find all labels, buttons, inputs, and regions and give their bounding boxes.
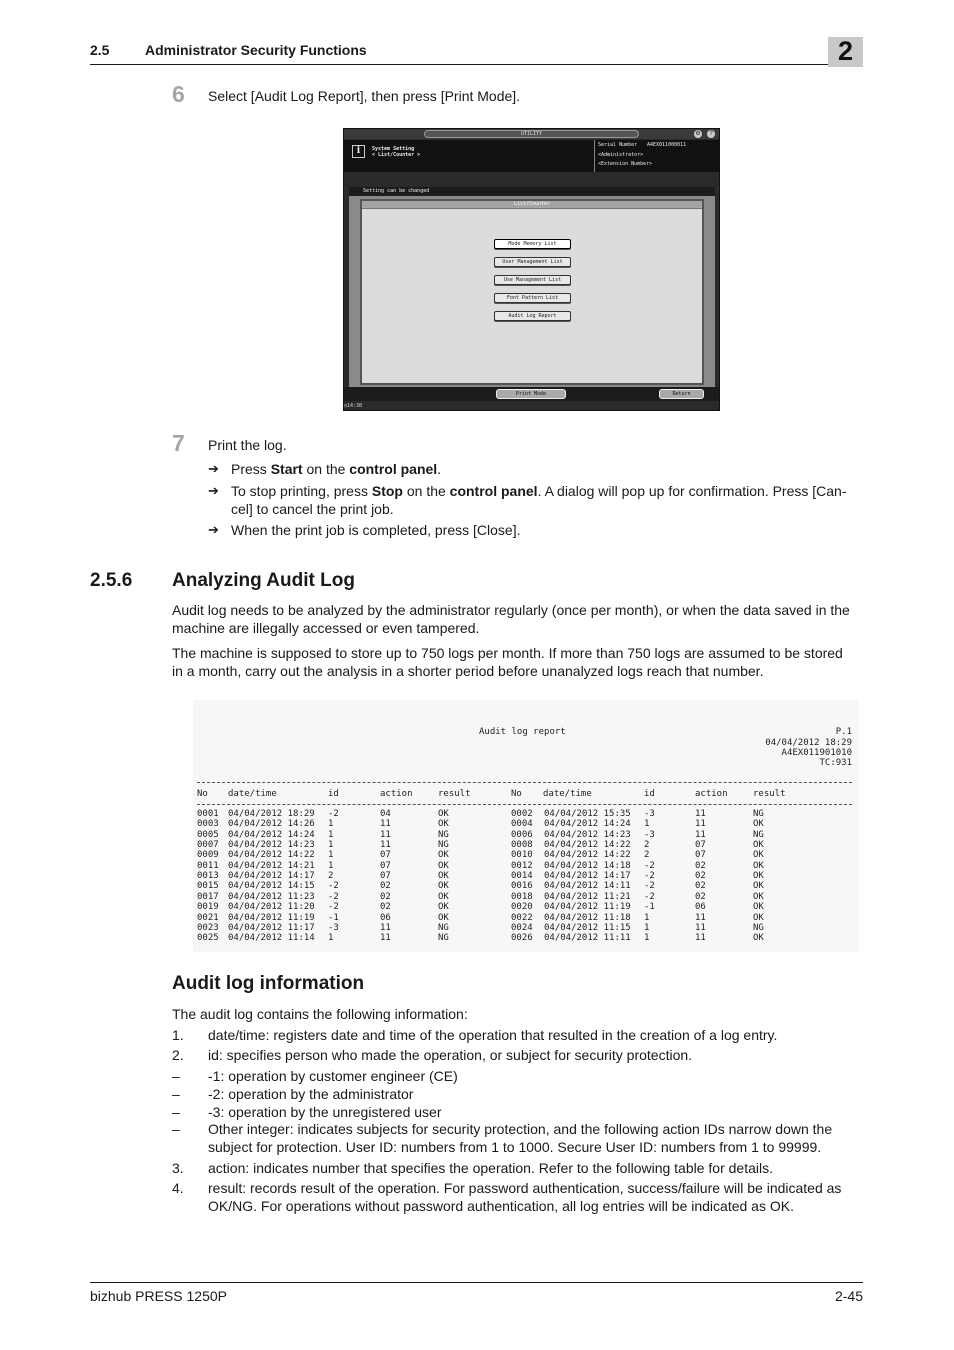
screen-title-line1: System Setting — [372, 146, 415, 152]
row-result: OK — [438, 902, 449, 913]
row-id: 1 — [328, 860, 334, 871]
report-page: P.1 — [835, 727, 852, 737]
row-result: OK — [753, 933, 764, 944]
row-result: OK — [438, 850, 449, 861]
audit-log-report-button[interactable]: Audit Log Report — [494, 311, 571, 321]
row-no: 0006 — [511, 829, 533, 840]
arrow-icon: ➔ — [208, 483, 219, 498]
row-result: NG — [438, 829, 449, 840]
item-4-number: 4. — [172, 1180, 184, 1196]
row-id: 2 — [644, 840, 650, 851]
row-result: OK — [753, 912, 764, 923]
screen-bottom-bar — [344, 387, 719, 401]
row-action: 11 — [695, 922, 706, 933]
row-datetime: 04/04/2012 14:21 — [228, 860, 315, 871]
section-p2-line1: The machine is supposed to store up to 750 logs per month. If more than 750 logs are assumed to be stored — [172, 645, 843, 661]
section-p1-line1: Audit log needs to be analyzed by the administrator regularly (once per month), or when the data saved in the — [172, 602, 850, 618]
row-no: 0026 — [511, 933, 533, 944]
row-action: 11 — [380, 840, 391, 851]
item-1-number: 1. — [172, 1027, 184, 1043]
step-6-text: Select [Audit Log Report], then press [Print Mode]. — [208, 88, 521, 104]
item-4-line2: OK/NG. For operations without password authentication, all log entries will be indicated as OK. — [208, 1198, 794, 1214]
row-action: 02 — [695, 860, 706, 871]
col-action-2: action — [695, 789, 728, 799]
row-id: -2 — [644, 860, 655, 871]
row-datetime: 04/04/2012 14:22 — [544, 840, 631, 851]
user-management-list-button[interactable]: User Management List — [494, 257, 571, 267]
row-result: OK — [753, 902, 764, 913]
row-result: OK — [438, 912, 449, 923]
row-datetime: 04/04/2012 14:17 — [544, 871, 631, 882]
row-id: 1 — [328, 829, 334, 840]
row-id: -2 — [328, 881, 339, 892]
row-result: OK — [753, 860, 764, 871]
id-minus-2: -2: operation by the administrator — [208, 1086, 414, 1102]
report-date: 04/04/2012 18:29 — [765, 738, 852, 748]
screen-clock — [344, 403, 362, 409]
report-rule-mid — [197, 804, 852, 805]
row-id: 1 — [328, 840, 334, 851]
message-text: Setting can be changed — [363, 188, 430, 194]
row-action: 02 — [695, 871, 706, 882]
row-id: 1 — [328, 933, 334, 944]
utility-screen — [343, 128, 720, 411]
panel-title: List/Counter — [362, 201, 702, 209]
list-counter-panel — [360, 199, 704, 385]
item-4-line1: result: records result of the operation. For password authentication, success/failure will be indicated as — [208, 1180, 842, 1196]
row-datetime: 04/04/2012 11:17 — [228, 922, 315, 933]
row-datetime: 04/04/2012 14:24 — [544, 819, 631, 830]
row-id: 2 — [328, 871, 334, 882]
report-serial: A4EX011901010 — [781, 748, 852, 758]
row-result: OK — [438, 891, 449, 902]
row-result: NG — [438, 840, 449, 851]
footer-page-number: 2-45 — [834, 1288, 863, 1304]
section-title: Analyzing Audit Log — [172, 570, 355, 591]
section-number: 2.5.6 — [90, 570, 133, 591]
row-id: 1 — [328, 819, 334, 830]
row-datetime: 04/04/2012 14:22 — [544, 850, 631, 861]
item-2-number: 2. — [172, 1047, 184, 1063]
row-no: 0020 — [511, 902, 533, 913]
row-datetime: 04/04/2012 11:21 — [544, 891, 631, 902]
col-datetime: date/time — [228, 789, 277, 799]
row-action: 02 — [380, 891, 391, 902]
report-title: Audit log report — [479, 727, 566, 737]
row-no: 0021 — [197, 912, 219, 923]
row-result: OK — [753, 891, 764, 902]
row-id: -3 — [328, 922, 339, 933]
row-action: 02 — [380, 902, 391, 913]
row-action: 11 — [380, 829, 391, 840]
row-datetime: 04/04/2012 14:18 — [544, 860, 631, 871]
step-7-bullet-3: When the print job is completed, press [Close]. — [231, 522, 521, 538]
row-result: OK — [438, 860, 449, 871]
header-section-number: 2.5 — [90, 42, 110, 58]
font-pattern-list-button[interactable]: Font Pattern List — [494, 293, 571, 303]
dash-bullet: – — [172, 1086, 180, 1102]
row-no: 0016 — [511, 881, 533, 892]
col-result: result — [438, 789, 471, 799]
footer-rule — [90, 1282, 863, 1283]
print-mode-button[interactable]: Print Mode — [496, 389, 566, 399]
col-id-2: id — [644, 789, 655, 799]
clock-time: 14:30 — [347, 403, 363, 409]
item-2-text: id: specifies person who made the operation, or subject for security protection. — [208, 1047, 693, 1063]
row-action: 07 — [380, 871, 391, 882]
row-no: 0018 — [511, 891, 533, 902]
row-id: 1 — [644, 819, 650, 830]
mode-memory-list-button[interactable]: Mode Memory List — [494, 239, 571, 249]
bullet-2-post: . A dialog will pop up for confirmation. Press [Can- — [537, 483, 847, 499]
row-no: 0022 — [511, 912, 533, 923]
row-id: 1 — [644, 912, 650, 923]
item-3-number: 3. — [172, 1160, 184, 1176]
row-no: 0008 — [511, 840, 533, 851]
row-result: OK — [753, 850, 764, 861]
row-result: NG — [753, 829, 764, 840]
row-action: 11 — [380, 922, 391, 933]
item-3-text: action: indicates number that specifies the operation. Refer to the following table for details. — [208, 1160, 773, 1176]
row-datetime: 04/04/2012 11:15 — [544, 922, 631, 933]
screen-title-line2: < List/Counter > — [372, 152, 421, 158]
screen-header — [344, 140, 719, 172]
row-datetime: 04/04/2012 14:11 — [544, 881, 631, 892]
row-result: OK — [438, 819, 449, 830]
row-id: -1 — [644, 902, 655, 913]
row-no: 0019 — [197, 902, 219, 913]
dash-bullet: – — [172, 1068, 180, 1084]
arrow-icon: ➔ — [208, 522, 219, 537]
row-id: -2 — [644, 881, 655, 892]
dash-bullet: – — [172, 1104, 180, 1120]
col-id: id — [328, 789, 339, 799]
info-intro: The audit log contains the following information: — [172, 1006, 468, 1022]
row-id: -2 — [644, 871, 655, 882]
row-no: 0010 — [511, 850, 533, 861]
row-no: 0009 — [197, 850, 219, 861]
section-p1-line2: machine are illegally accessed or even tampered. — [172, 620, 480, 636]
row-no: 0011 — [197, 860, 219, 871]
col-no-2: No — [511, 789, 522, 799]
row-action: 07 — [695, 850, 706, 861]
row-action: 02 — [695, 881, 706, 892]
row-action: 11 — [380, 819, 391, 830]
row-action: 11 — [380, 933, 391, 944]
report-tc: TC:931 — [819, 758, 852, 768]
report-rule-top — [197, 782, 852, 783]
step-7-text: Print the log. — [208, 437, 287, 453]
id-minus-3: -3: operation by the unregistered user — [208, 1104, 442, 1120]
row-datetime: 04/04/2012 14:24 — [228, 829, 315, 840]
row-no: 0023 — [197, 922, 219, 933]
header-section-title: Administrator Security Functions — [145, 42, 367, 58]
utility-tab[interactable]: UTILITY — [424, 130, 639, 138]
return-button[interactable]: Return — [659, 389, 704, 399]
row-no: 0025 — [197, 933, 219, 944]
bullet-1-pre: Press — [231, 461, 271, 477]
help-icon[interactable]: ? — [707, 130, 715, 138]
serial-label: Serial Number — [598, 142, 638, 148]
row-id: 1 — [328, 850, 334, 861]
row-action: 04 — [380, 809, 391, 819]
header-rule — [90, 64, 863, 65]
row-result: OK — [438, 809, 449, 819]
id-other-line1: Other integer: indicates subjects for security protection, and the following action IDs narrow down the — [208, 1121, 833, 1137]
row-action: 02 — [380, 881, 391, 892]
col-action: action — [380, 789, 413, 799]
row-no: 0001 — [197, 809, 219, 819]
row-id: -3 — [644, 809, 655, 819]
col-result-2: result — [753, 789, 786, 799]
bullet-1-mid: on the — [302, 461, 350, 477]
row-no: 0007 — [197, 840, 219, 851]
row-result: OK — [753, 819, 764, 830]
info-icon: i — [352, 145, 365, 158]
row-id: -2 — [328, 902, 339, 913]
header-divider — [594, 140, 595, 172]
row-no: 0005 — [197, 829, 219, 840]
admin-label: <Administrator> — [598, 152, 644, 158]
row-no: 0003 — [197, 819, 219, 830]
row-datetime: 04/04/2012 15:35 — [544, 809, 631, 819]
row-datetime: 04/04/2012 14:26 — [228, 819, 315, 830]
row-action: 11 — [695, 912, 706, 923]
row-datetime: 04/04/2012 14:15 — [228, 881, 315, 892]
row-action: 11 — [695, 809, 706, 819]
row-action: 07 — [695, 840, 706, 851]
item-1-text: date/time: registers date and time of the operation that resulted in the creation of a log entry. — [208, 1027, 778, 1043]
row-datetime: 04/04/2012 14:23 — [228, 840, 315, 851]
row-id: 1 — [644, 922, 650, 933]
row-no: 0017 — [197, 891, 219, 902]
row-id: 2 — [644, 850, 650, 861]
step-number-6: 6 — [172, 81, 185, 107]
info-title: Audit log information — [172, 973, 365, 994]
row-no: 0012 — [511, 860, 533, 871]
row-no: 0015 — [197, 881, 219, 892]
bullet-2-mid: on the — [402, 483, 450, 499]
row-result: OK — [753, 881, 764, 892]
settings-icon[interactable]: ⚙ — [695, 131, 701, 137]
section-p2-line2: in a month, carry out the analysis in a shorter period before unanalyzed logs reach that number. — [172, 663, 764, 679]
use-management-list-button[interactable]: Use Management List — [494, 275, 571, 285]
row-result: OK — [438, 881, 449, 892]
row-result: OK — [753, 840, 764, 851]
row-no: 0014 — [511, 871, 533, 882]
col-datetime-2: date/time — [543, 789, 592, 799]
extension-label: <Extension Number> — [598, 161, 653, 167]
id-minus-1: -1: operation by customer engineer (CE) — [208, 1068, 458, 1084]
screen-body — [349, 187, 715, 397]
row-datetime: 04/04/2012 11:23 — [228, 891, 315, 902]
bullet-2-control-panel: control panel — [449, 483, 538, 499]
row-no: 0024 — [511, 922, 533, 933]
row-action: 06 — [695, 902, 706, 913]
row-result: NG — [753, 809, 764, 819]
row-datetime: 04/04/2012 11:20 — [228, 902, 315, 913]
row-datetime: 04/04/2012 14:17 — [228, 871, 315, 882]
row-result: OK — [753, 871, 764, 882]
row-datetime: 04/04/2012 11:19 — [544, 902, 631, 913]
row-id: -2 — [644, 891, 655, 902]
chapter-number: 2 — [837, 36, 854, 66]
row-id: -2 — [328, 891, 339, 902]
bullet-2-stop: Stop — [371, 483, 403, 499]
col-no: No — [197, 789, 208, 799]
row-action: 07 — [380, 860, 391, 871]
step-7-bullet-2-line2: cel] to cancel the print job. — [231, 501, 394, 517]
row-action: 06 — [380, 912, 391, 923]
row-result: OK — [438, 871, 449, 882]
row-id: -3 — [644, 829, 655, 840]
row-datetime: 04/04/2012 11:11 — [544, 933, 631, 944]
step-7-bullet-1 — [231, 460, 441, 478]
row-action: 11 — [695, 819, 706, 830]
step-number-7: 7 — [172, 430, 185, 456]
id-other-line2: subject for protection. User ID: numbers from 1 to 1000. Secure User ID: numbers from 1 to 99999. — [208, 1139, 822, 1155]
row-action: 11 — [695, 829, 706, 840]
step-7-bullet-2 — [231, 482, 847, 500]
row-action: 07 — [380, 850, 391, 861]
row-action: 11 — [695, 933, 706, 944]
footer-product: bizhub PRESS 1250P — [90, 1288, 227, 1304]
serial-value: A4EX011000011 — [647, 142, 687, 148]
audit-log-report — [193, 700, 859, 952]
row-action: 02 — [695, 891, 706, 902]
bullet-2-pre: To stop printing, press — [231, 483, 372, 499]
row-no: 0004 — [511, 819, 533, 830]
row-id: -1 — [328, 912, 339, 923]
row-id: 1 — [644, 933, 650, 944]
bullet-1-post: . — [437, 461, 442, 477]
row-datetime: 04/04/2012 14:23 — [544, 829, 631, 840]
row-datetime: 04/04/2012 11:14 — [228, 933, 315, 944]
bullet-1-control-panel: control panel — [349, 461, 438, 477]
row-result: NG — [438, 922, 449, 933]
row-no: 0002 — [511, 809, 533, 819]
row-datetime: 04/04/2012 11:18 — [544, 912, 631, 923]
row-id: -2 — [328, 809, 339, 819]
message-bar — [349, 187, 715, 196]
row-datetime: 04/04/2012 14:22 — [228, 850, 315, 861]
bullet-1-start: Start — [270, 461, 303, 477]
arrow-icon: ➔ — [208, 461, 219, 476]
row-result: NG — [753, 922, 764, 933]
clock-icon: ◷ — [344, 403, 348, 409]
dash-bullet: – — [172, 1121, 180, 1137]
row-datetime: 04/04/2012 18:29 — [228, 809, 315, 819]
row-datetime: 04/04/2012 11:19 — [228, 912, 315, 923]
row-no: 0013 — [197, 871, 219, 882]
row-result: NG — [438, 933, 449, 944]
